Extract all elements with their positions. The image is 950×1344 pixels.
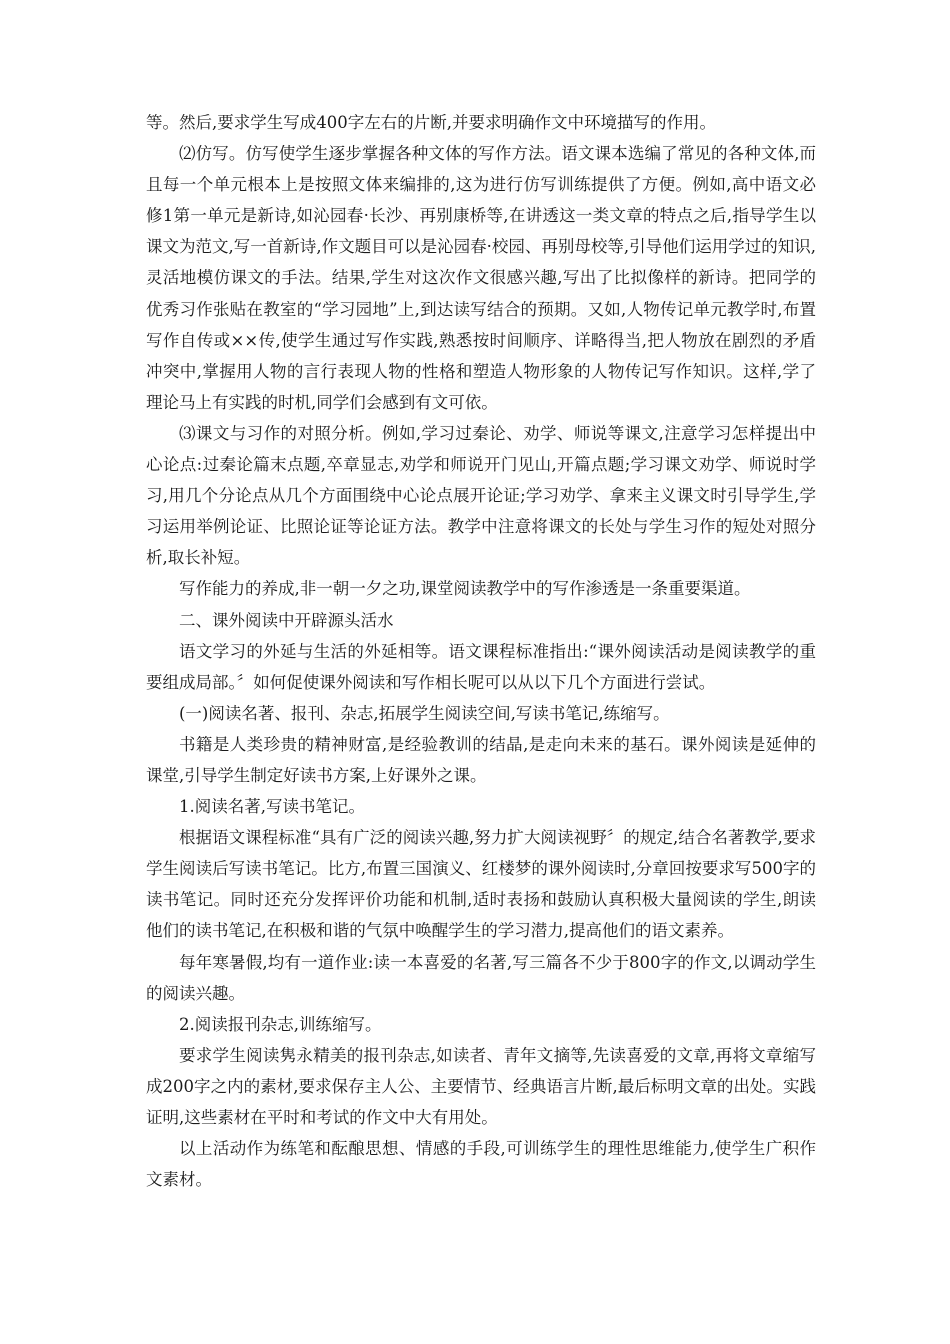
section-heading-2: 二、课外阅读中开辟源头活水 [179, 610, 394, 630]
paragraph-summary: 写作能力的养成,非一朝一夕之功,课堂阅读教学中的写作渗透是一条重要渠道。 [179, 579, 751, 599]
list-item-1: 1.阅读名著,写读书笔记。 [179, 797, 365, 817]
list-item-2: 2.阅读报刊杂志,训练缩写。 [179, 1014, 382, 1034]
paragraph-comparison: ⑶课文与习作的对照分析。例如,学习过秦论、劝学、师说等课文,注意学习怎样提出中心论点:过秦论篇末点题,卒章显志,劝学和师说开门见山,开篇点题;学习课文劝学、师说时学习,用几个分论点从几个方面围绕中心论点展开论证;学习劝学、拿来主义课文时引导学生,学习运用举例论证、比照论证等论证方法。教学中注意将课文的长处与学生习作的短处对照分析,取长补短。 [146, 423, 816, 568]
paragraph-books: 书籍是人类珍贵的精神财富,是经验教训的结晶,是走向未来的基石。课外阅读是延伸的课堂,引导学生制定好读书方案,上好课外之课。 [146, 734, 816, 785]
paragraph-holiday: 每年寒暑假,均有一道作业:读一本喜爱的名著,写三篇各不少于800字的作文,以调动学生的阅读兴趣。 [146, 952, 816, 1003]
paragraph-intro-end: 等。然后,要求学生写成400字左右的片断,并要求明确作文中环境描写的作用。 [146, 113, 716, 132]
paragraph-periodicals: 要求学生阅读隽永精美的报刊杂志,如读者、青年文摘等,先读喜爱的文章,再将文章缩写成200字之内的素材,要求保存主人公、主要情节、经典语言片断,最后标明文章的出处。实践证明,这些素材在平时和考试的作文中大有用处。 [146, 1045, 816, 1127]
paragraph-standard: 根据语文课程标准“具有广泛的阅读兴趣,努力扩大阅读视野〞的规定,结合名著教学,要求学生阅读后写读书笔记。比方,布置三国演义、红楼梦的课外阅读时,分章回按要求写500字的读书笔记。同时还充分发挥评价功能和机制,适时表扬和鼓励认真积极大量阅读的学生,朗读他们的读书笔记,在积极和谐的气氛中唤醒学生的学习潜力,提高他们的语文素养。 [146, 828, 816, 941]
document-body [146, 107, 816, 1195]
paragraph-imitation: ⑵仿写。仿写使学生逐步掌握各种文体的写作方法。语文课本选编了常见的各种文体,而且每一个单元根本上是按照文体来编排的,这为进行仿写训练提供了方便。例如,高中语文必修1第一单元是新诗,如沁园春·长沙、再别康桥等,在讲透这一类文章的特点之后,指导学生以课文为范文,写一首新诗,作文题目可以是沁园春·校园、再别母校等,引导他们运用学过的知识,灵活地模仿课文的手法。结果,学生对这次作文很感兴趣,写出了比拟像样的新诗。把同学的优秀习作张贴在教室的“学习园地”上,到达读写结合的预期。又如,人物传记单元教学时,布置写作自传或××传,使学生通过写作实践,熟悉按时间顺序、详略得当,把人物放在剧烈的矛盾冲突中,掌握用人物的言行表现人物的性格和塑造人物形象的人物传记写作知识。这样,学了理论马上有实践的时机,同学们会感到有文可依。 [146, 144, 816, 412]
paragraph-extension: 语文学习的外延与生活的外延相等。语文课程标准指出:“课外阅读活动是阅读教学的重要组成局部。〞如何促使课外阅读和写作相长呢可以从以下几个方面进行尝试。 [146, 641, 816, 692]
paragraph-conclusion: 以上活动作为练笔和酝酿思想、情感的手段,可训练学生的理性思维能力,使学生广积作文素材。 [146, 1139, 816, 1190]
subheading-1: (一)阅读名著、报刊、杂志,拓展学生阅读空间,写读书笔记,练缩写。 [179, 703, 670, 723]
